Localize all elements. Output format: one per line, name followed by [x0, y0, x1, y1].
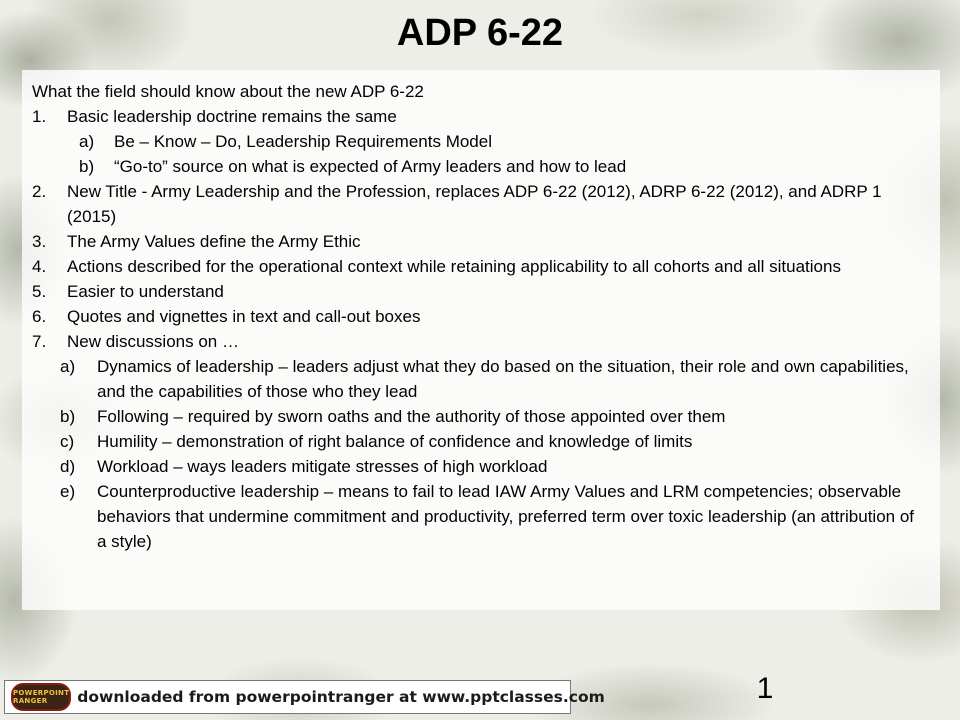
download-banner [4, 680, 605, 714]
sub-list-letter: b) [60, 407, 76, 426]
list-item [32, 279, 922, 304]
sub-list-text: Be – Know – Do, Leadership Requirements Model [114, 132, 492, 151]
list-text: The Army Values define the Army Ethic [67, 232, 361, 251]
sub-list-text: Workload – ways leaders mitigate stresses of high workload [97, 457, 548, 476]
list-item [32, 104, 922, 129]
sub-list-letter: b) [79, 157, 95, 176]
powerpoint-ranger-logo [11, 683, 71, 711]
list-number: 2. [32, 182, 47, 201]
sub-list-item [32, 404, 922, 429]
sub-list-text: Following – required by sworn oaths and the authority of those appointed over them [97, 407, 726, 426]
list-text: Easier to understand [67, 282, 224, 301]
slide-body [32, 79, 922, 554]
sub-list-letter: d) [60, 457, 76, 476]
sub-list-text: Counterproductive leadership – means to fail to lead IAW Army Values and LRM competencies; observable behaviors that undermine commitment and productivity, preferred term over toxic leadership (an attribution of a style) [97, 482, 915, 551]
sub-list-text: Dynamics of leadership – leaders adjust what they do based on the situation, their role and own capabilities, and the capabilities of those who they lead [97, 357, 909, 401]
sub-list-letter: a) [79, 132, 95, 151]
sub-list-letter: a) [60, 357, 76, 376]
list-text: New discussions on … [67, 332, 239, 351]
slide-title: ADP 6-22 [396, 12, 564, 54]
list-number: 1. [32, 107, 47, 126]
sub-list-text: “Go-to” source on what is expected of Army leaders and how to lead [114, 157, 627, 176]
list-item [32, 329, 922, 354]
sub-list-item [32, 129, 922, 154]
list-number: 5. [32, 282, 47, 301]
list-number: 3. [32, 232, 47, 251]
intro-text: What the field should know about the new ADP 6-22 [32, 82, 424, 101]
sub-list-letter: e) [60, 482, 76, 501]
list-number: 6. [32, 307, 47, 326]
sub-list-item [32, 354, 922, 404]
list-text: Actions described for the operational context while retaining applicability to all cohorts and all situations [67, 257, 841, 276]
list-item [32, 229, 922, 254]
list-number: 4. [32, 257, 47, 276]
page-number: 1 [756, 672, 774, 705]
list-item [32, 254, 922, 279]
sub-list-item [32, 454, 922, 479]
sub-list-item [32, 479, 922, 554]
logo-text: POWERPOINT RANGER [13, 689, 70, 705]
list-text: Basic leadership doctrine remains the same [67, 107, 397, 126]
sub-list-item [32, 429, 922, 454]
list-item [32, 179, 922, 229]
list-number: 7. [32, 332, 47, 351]
sub-list-letter: c) [60, 432, 75, 451]
sub-list-item [32, 154, 922, 179]
list-text: Quotes and vignettes in text and call-out boxes [67, 307, 421, 326]
sub-list-text: Humility – demonstration of right balance of confidence and knowledge of limits [97, 432, 693, 451]
download-credit-text: downloaded from powerpointranger at www.pptclasses.com [77, 688, 605, 706]
list-item [32, 304, 922, 329]
list-text: New Title - Army Leadership and the Profession, replaces ADP 6-22 (2012), ADRP 6-22 (2012), and ADRP 1 (2015) [67, 182, 882, 226]
